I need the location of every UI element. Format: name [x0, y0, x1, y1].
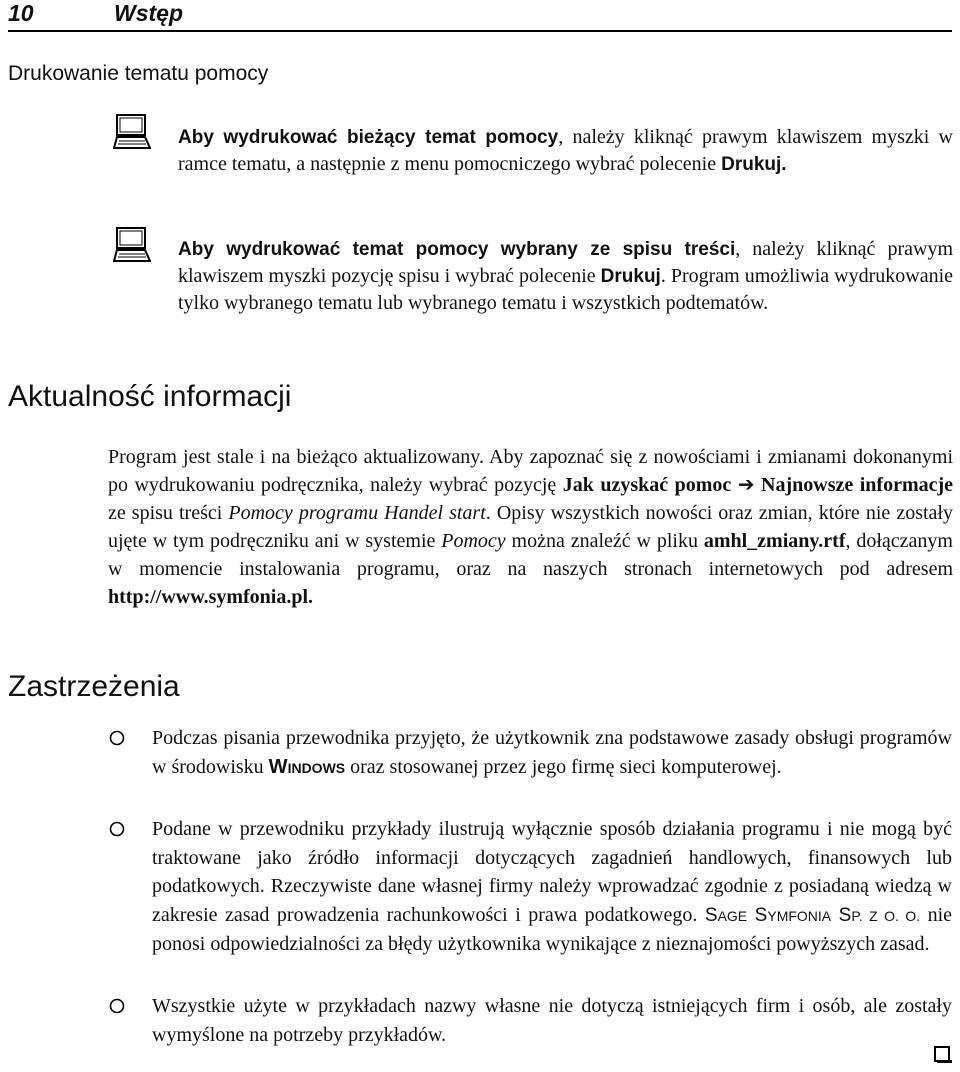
- section-heading-printing: Drukowanie tematu pomocy: [8, 62, 269, 85]
- symfonia-rest: YMFONIA: [767, 907, 832, 924]
- computer-icon: [113, 227, 151, 263]
- disclaimer2-text-2: nie ponosi odpowiedzialności za błędy użytkownika wynikające z nieznajomości powyższych zasad.: [152, 903, 953, 955]
- menu-path-help: Jak uzyskać pomoc: [562, 474, 732, 496]
- computer-icon: [113, 114, 151, 150]
- updates-text-3: . Opisy wszystkich nowości oraz zmian, które nie zostały ujęte w tym podręczniku ani w systemie: [108, 502, 953, 552]
- section-heading-disclaimers: Zastrzeżenia: [8, 670, 180, 703]
- windows-rest: INDOWS: [287, 759, 346, 776]
- arrow-icon: ➔: [737, 474, 755, 496]
- sage-rest: AGE: [717, 907, 748, 924]
- changes-filename: amhl_zmiany.rtf: [703, 530, 846, 552]
- note2-bold: Aby wydrukować temat pomocy wybrany ze spisu treści: [178, 239, 736, 260]
- menu-path-news: Najnowsze informacje: [761, 474, 954, 496]
- note1-command: Drukuj.: [721, 154, 787, 175]
- note2-command: Drukuj: [600, 266, 661, 287]
- disclaimer-item-3: [152, 992, 952, 1049]
- circle-bullet-icon: [108, 820, 126, 838]
- chapter-title: Wstęp: [114, 0, 183, 26]
- printing-note-2: [178, 236, 953, 317]
- section-heading-updates: Aktualność informacji: [8, 380, 292, 413]
- note1-text: , należy kliknąć prawym klawiszem myszki w ramce tematu, a następnie z menu pomocniczego wybrać polecenie: [178, 126, 953, 175]
- windows-initial: W: [268, 755, 288, 778]
- updates-text-4: można znaleźć w pliku: [505, 530, 704, 552]
- circle-bullet-icon: [108, 997, 126, 1015]
- note2-text-2: . Program umożliwia wydrukowanie tylko wybranego tematu lub wybranego tematu i wszystkich podtematów.: [178, 265, 954, 314]
- symfonia-initial: S: [754, 904, 768, 926]
- sp-rest: P. Z O. O.: [851, 907, 921, 924]
- printing-note-1: [178, 124, 953, 178]
- end-square-icon: [934, 1046, 950, 1062]
- disclaimer-item-2: [152, 815, 952, 959]
- disclaimer3-text: Wszystkie użyte w przykładach nazwy własne nie dotyczą istniejących firm i osób, ale zostały wymyślone na potrzeby przykładów.: [152, 995, 952, 1046]
- page-number: 10: [8, 0, 34, 26]
- circle-bullet-icon: [108, 729, 126, 747]
- help-word: Pomocy: [441, 530, 506, 552]
- disclaimer-item-1: [152, 724, 952, 782]
- note1-bold: Aby wydrukować bieżący temat pomocy: [178, 127, 559, 148]
- updates-text-5: , dołączanym w momencie instalowania programu, oraz na naszych stronach internetowych pod adresem: [108, 530, 953, 580]
- note2-text: , należy kliknąć prawym klawiszem myszki pozycję spisu i wybrać polecenie: [178, 238, 953, 287]
- disclaimer2-text-1: Podane w przewodniku przykłady ilustrują wyłącznie sposób działania programu i nie mogą być traktowane jako źródło informacji dotyczących zagadnień handlowych, finansowych lub podatkowych. Rzeczywiste dane własnej firmy należy wprowadzać zgodnie z posiadaną wiedzą w zakresie zasad prowadzenia rachunkowości i prawa podatkowego.: [152, 818, 952, 926]
- help-title: Pomocy programu Handel start: [228, 502, 486, 524]
- updates-text-1: Program jest stale i na bieżąco aktualizowany. Aby zapoznać się z nowościami i zmianami dokonanymi po wydrukowaniu podręcznika, należy wybrać pozycję: [108, 446, 953, 496]
- sage-initial: S: [704, 904, 718, 926]
- disclaimer1-text-2: oraz stosowanej przez jego firmę sieci komputerowej.: [345, 755, 782, 778]
- updates-text-2: ze spisu treści: [108, 502, 229, 524]
- sp-initial: S: [838, 904, 852, 926]
- website-url: http://www.symfonia.pl.: [108, 586, 314, 608]
- page-header: [8, 0, 952, 32]
- updates-paragraph: [108, 443, 953, 611]
- disclaimer1-text-1: Podczas pisania przewodnika przyjęto, że użytkownik zna podstawowe zasady obsługi programów w środowisku: [152, 727, 952, 778]
